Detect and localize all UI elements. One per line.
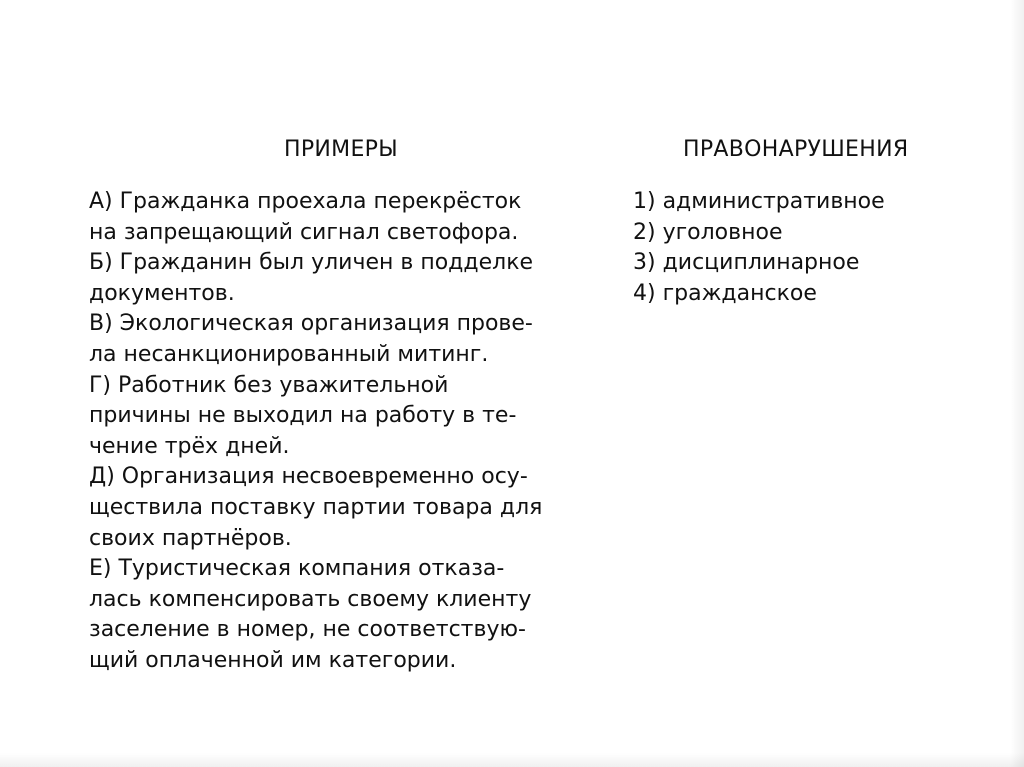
offense-item-1: 1) административное <box>633 189 885 214</box>
slide-edge-shadow-bottom <box>0 753 1024 767</box>
example-item-v <box>89 309 619 370</box>
example-line: В) Экологическая организация прове- <box>89 311 533 337</box>
offense-item-2: 2) уголовное <box>633 219 783 245</box>
example-item-g <box>89 371 619 463</box>
example-item-a <box>89 187 619 248</box>
example-item-e <box>89 554 619 676</box>
example-line: документов. <box>89 280 235 306</box>
example-line: причины не выходил на работу в те- <box>89 403 517 429</box>
example-item-d <box>89 462 619 554</box>
example-line: лась компенсировать своему клиенту <box>89 586 532 612</box>
example-line: Г) Работник без уважительной <box>89 372 449 398</box>
example-line: Б) Гражданин был уличен в подделке <box>89 250 534 276</box>
example-line: А) Гражданка проехала перекрёсток <box>89 189 522 214</box>
offenses-heading: ПРАВОНАРУШЕНИЯ <box>683 137 909 162</box>
example-line: Е) Туристическая компания отказа- <box>89 556 505 582</box>
examples-list <box>89 187 619 677</box>
offense-item-4: 4) гражданское <box>633 280 817 306</box>
example-line: ществила поставку партии товара для <box>89 494 543 520</box>
example-line: ла несанкционированный митинг. <box>89 341 489 367</box>
example-line: Д) Организация несвоевременно осу- <box>89 464 528 490</box>
offenses-list <box>633 187 1003 309</box>
example-item-b <box>89 248 619 309</box>
example-line: заселение в номер, не соответствую- <box>89 617 526 643</box>
offense-item-3: 3) дисциплинарное <box>633 250 860 276</box>
examples-heading: ПРИМЕРЫ <box>284 137 398 162</box>
example-line: на запрещающий сигнал светофора. <box>89 219 519 245</box>
example-line: своих партнёров. <box>89 525 292 551</box>
example-line: чение трёх дней. <box>89 433 290 459</box>
example-line: щий оплаченной им категории. <box>89 647 457 673</box>
slide-edge-shadow-right <box>1010 0 1024 767</box>
